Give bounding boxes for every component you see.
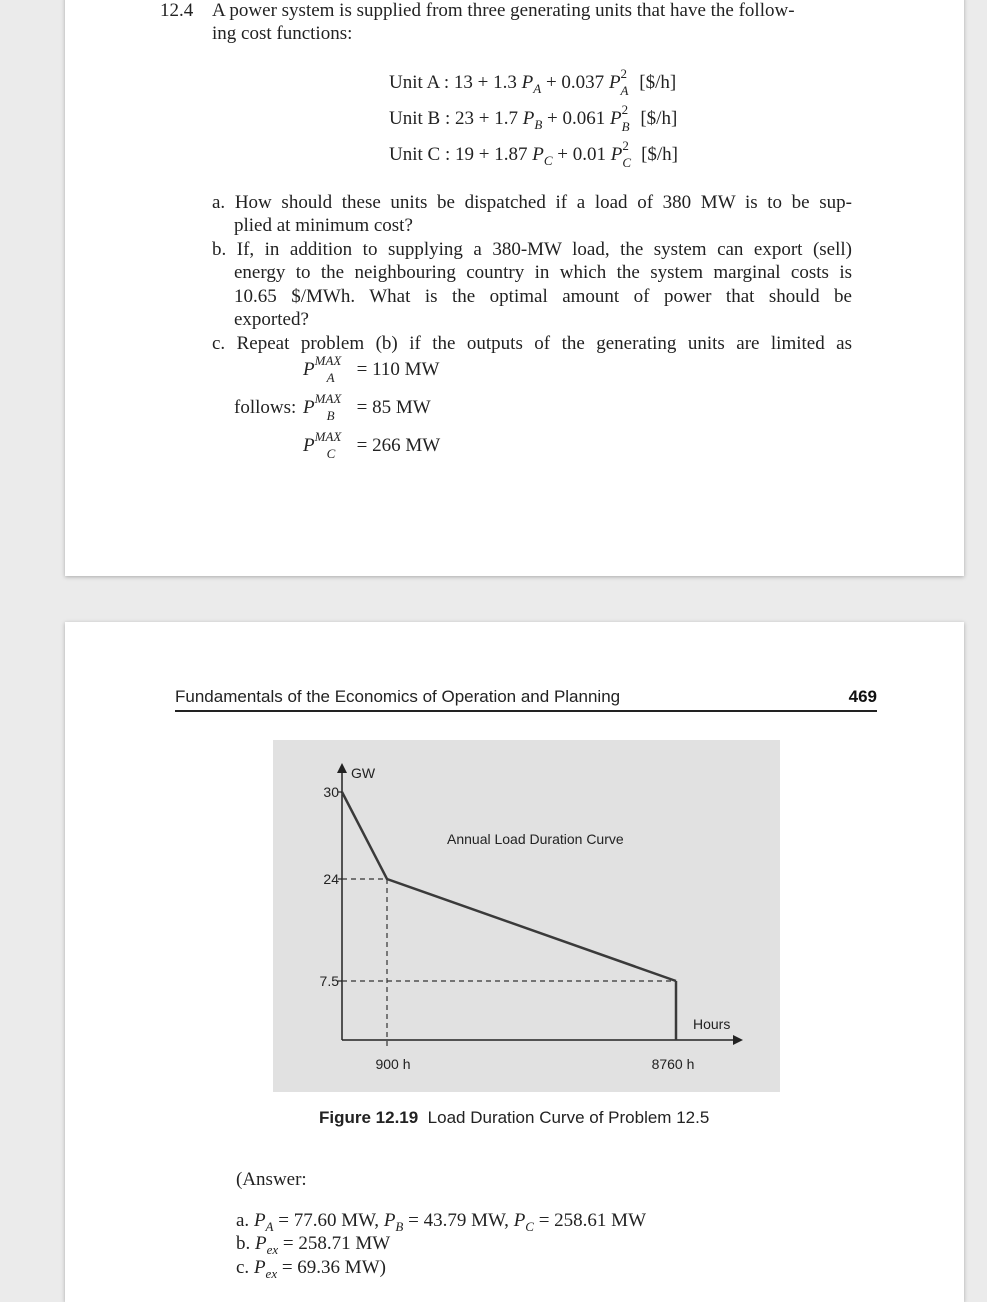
chart-title: Annual Load Duration Curve [447,831,624,847]
problem-intro-line-2: ing cost functions: [212,23,353,44]
figure-caption [319,1108,709,1128]
page-469 [65,622,964,1302]
cost-function-unit-a: Unit A : 13 + 1.3 $P_A + 0.037$ P 2 A [$/h] [389,66,677,98]
figure-caption-text: Load Duration Curve of Problem 12.5 [427,1108,710,1127]
problem-number: 12.4 [160,0,194,21]
limit-unit-a: P MAX A = 110 MW [303,353,440,385]
cost-function-unit-b: Unit B : 23 + 1.7 $P_B + 0.061$ P 2 B [$/h] [389,102,678,134]
problem-intro-line-1: A power system is supplied from three generating units that have the follow- [212,0,795,21]
x-tick-label-900h: 900 h [375,1056,411,1072]
load-duration-chart [273,740,780,1092]
part-b-line-4: exported? [234,309,309,330]
x-tick-label-8760h: 8760 h [651,1056,695,1072]
answer-c: c. $P_{ex} = 69.36$ MW) [236,1257,386,1281]
limit-unit-b: P MAX B = 85 MW [303,391,431,423]
follows-label: follows: [234,397,297,418]
part-b-line-2: energy to the neighbouring country in which the system marginal costs is [234,262,852,283]
y-axis-label: GW [351,765,376,781]
figure-label: Figure 12.19 [319,1108,419,1127]
answer-a: a. $P_A = 77.60$ MW, $P_B = 43.79$ MW, $P_C = 258.61$ MW [236,1210,647,1234]
y-tick-label-24: 24 [323,871,339,887]
part-a-line-1: a. How should these units be dispatched if a load of 380 MW is to be sup- [212,192,852,213]
part-a-line-2: plied at minimum cost? [234,215,413,236]
header-rule [175,710,877,712]
load-duration-curve-line [342,792,676,981]
running-header-title: Fundamentals of the Economics of Operation and Planning [175,687,621,706]
part-b-line-1: b. If, in addition to supplying a 380-MW load, the system can export (sell) [212,239,852,260]
page-problem-12-4 [65,0,964,576]
answer-b: b. $P_{ex} = 258.71$ MW [236,1233,391,1257]
answer-open: (Answer: [236,1169,307,1190]
page-number: 469 [848,687,877,706]
y-tick-label-7-5: 7.5 [319,973,339,989]
limit-unit-c: P MAX C = 266 MW [303,429,441,461]
y-tick-label-30: 30 [323,784,339,800]
cost-function-unit-c: Unit C : 19 + 1.87 $P_C + 0.01$ P 2 C [$/h] [389,138,678,170]
part-b-line-3: 10.65 $/MWh. What is the optimal amount of power that should be [234,286,852,307]
part-c-line-1: c. Repeat problem (b) if the outputs of the generating units are limited as [212,333,852,354]
x-axis-label: Hours [693,1016,731,1032]
